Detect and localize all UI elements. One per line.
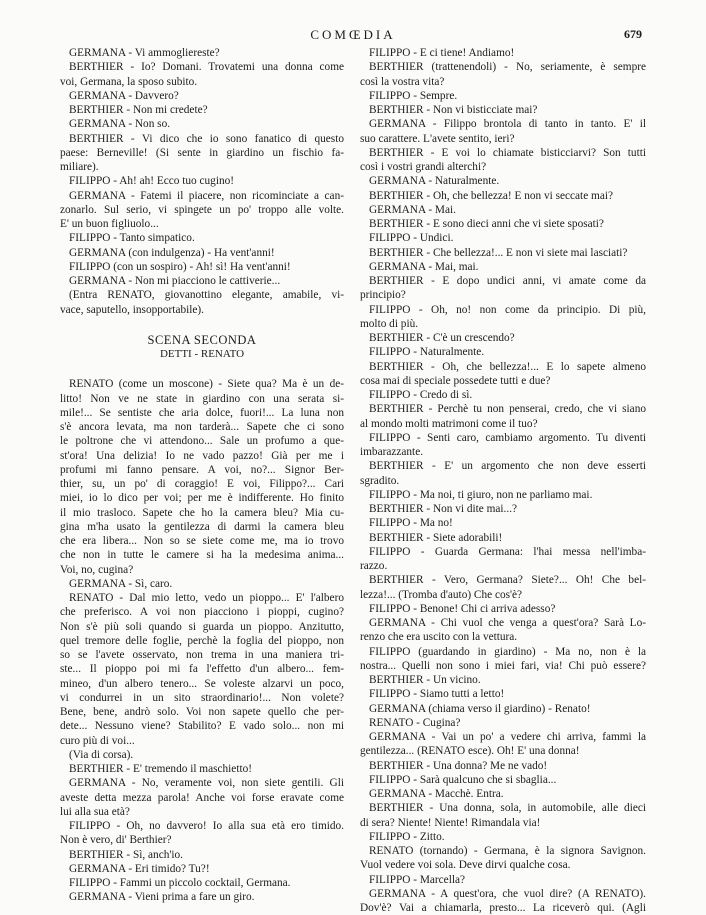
left-text-column	[60, 46, 344, 905]
text-line: RENATO (tornando) - Germana, è la signora Savignon.	[369, 845, 646, 857]
text-line: RENATO - Cugina?	[369, 716, 461, 729]
scene-heading: SCENA SECONDA	[147, 332, 257, 347]
text-line: zonarlo. Sul serio, vi spingete un po' troppo alle volte.	[60, 203, 344, 216]
text-line: paese: Berneville! (Si sente in giardino un fischio fa-	[60, 146, 344, 159]
text-line: GERMANA - Macchè. Entra.	[369, 788, 504, 800]
text-line: che preferisco. A voi non piacciono i pioppi, cugino?	[60, 606, 344, 619]
text-line: FILIPPO - Ma no!	[369, 517, 453, 530]
text-line: GERMANA - A quest'ora, che vuol dire? (A RENATO).	[369, 887, 646, 900]
text-line: BERTHIER (trattenendoli) - No, seriamente, è sempre	[369, 61, 646, 74]
text-line: BERTHIER - C'è un crescendo?	[369, 332, 515, 344]
text-line: (Entra RENATO, giovanottino elegante, amabile, vi-	[69, 289, 344, 302]
text-line: BERTHIER - Che bellezza!... E non vi siete mai lasciati?	[369, 246, 628, 259]
text-line: Vuol vedere voi sola. Deve dirvi qualche cosa.	[360, 859, 571, 872]
text-line: molto di più.	[360, 317, 419, 330]
text-line: Non s'è più soli quando si guarda un pioppo. Anzitutto,	[60, 620, 344, 633]
text-line: st'ora! Una delizia! Io ne vado pazzo! Già per me i	[60, 449, 344, 462]
text-line: vace, saputello, insopportabile).	[60, 303, 204, 316]
text-line: BERTHIER - Vero, Germana? Siete?... Oh! Che bel-	[369, 574, 646, 587]
text-line: GERMANA - Chi vuol che venga a quest'ora? Sarà Lo-	[369, 617, 646, 629]
text-line: FILIPPO - Oh, no davvero! Io alla sua età ero timido.	[69, 820, 344, 832]
paragraph-spacer	[60, 317, 344, 333]
text-line: BERTHIER - E dopo undici anni, vi amate come da	[369, 275, 646, 287]
text-line: s'è ancora levata, ma non tarderà... Sapete che ci sono	[60, 421, 344, 433]
text-line: GERMANA - Non mi piacciono le cattiverie...	[69, 275, 281, 287]
text-line: BERTHIER - Io? Domani. Trovatemi una donna come	[69, 61, 344, 74]
text-line: FILIPPO - Zitto.	[369, 830, 445, 843]
text-line: FILIPPO - Benone! Chi ci arriva adesso?	[369, 602, 556, 615]
text-line: Voi, no, cugina?	[60, 563, 134, 576]
text-line: voi, Germana, la sposo subito.	[60, 75, 198, 88]
text-line: Bene, bene, andrò solo. Voi non sapete quello che per-	[60, 706, 344, 718]
text-line: nostra... Quelli non sono i miei fari, via! Chi può essere?	[360, 659, 646, 672]
text-line: FILIPPO (con un sospiro) - Ah! sì! Ha vent'anni!	[69, 260, 291, 273]
text-line: GERMANA - Mai, mai.	[369, 260, 479, 273]
text-line: FILIPPO - Naturalmente.	[369, 346, 485, 359]
text-line: mineo, d'un albero tenero... Se voleste alzarvi un poco,	[60, 677, 344, 690]
text-line: FILIPPO - Credo di sì.	[369, 389, 473, 401]
text-line: GERMANA - No, veramente voi, non siete gentili. Gli	[69, 777, 344, 790]
text-line: le poltrone che vi attendono... Sale un profumo a que-	[60, 435, 344, 448]
text-line: GERMANA (chiama verso il giardino) - Renato!	[369, 702, 591, 715]
text-line: GERMANA - Vai un po' a vedere chi arriva, fammi la	[369, 731, 646, 743]
text-line: vi condurrei in un sito straordinario!... Non volete?	[60, 691, 344, 704]
text-line: gentilezza... (RENATO esce). Oh! E' una donna!	[360, 745, 580, 758]
text-line: FILIPPO - Ma noi, ti giuro, non ne parliamo mai.	[369, 488, 593, 501]
text-line: FILIPPO - Fammi un piccolo cocktail, Germana.	[69, 877, 291, 889]
text-line: GERMANA (con indulgenza) - Ha vent'anni!	[69, 246, 275, 259]
text-line: BERTHIER - Un vicino.	[369, 674, 481, 686]
text-line: BERTHIER - E sono dieci anni che vi siete sposati?	[369, 218, 604, 230]
text-line: imbarazzante.	[360, 446, 424, 458]
text-line: lezza!... (Tromba d'auto) Che cos'è?	[360, 588, 523, 601]
text-line: GERMANA - Vi ammogliereste?	[69, 47, 220, 59]
text-line: GERMANA - Vieni prima a fare un giro.	[69, 891, 255, 904]
text-line: principio?	[360, 289, 406, 302]
text-line: FILIPPO - Siamo tutti a letto!	[369, 688, 505, 701]
text-line: gina m'ha usato la gentilezza di darmi la camera bleu	[60, 520, 344, 533]
text-line: BERTHIER - Non mi credete?	[69, 104, 208, 116]
text-line: GERMANA - Davvero?	[69, 89, 179, 102]
right-text-column	[360, 46, 646, 915]
text-line: FILIPPO - Ah! ah! Ecco tuo cugino!	[69, 175, 235, 188]
text-line: BERTHIER - Vi dico che io sono fanatico di questo	[69, 132, 344, 145]
text-line: BERTHIER - E' un argomento che non deve esserti	[369, 460, 646, 473]
text-line: BERTHIER - Perchè tu non penserai, credo, che vi siano	[369, 403, 646, 416]
text-line: FILIPPO - Senti caro, cambiamo argomento. Tu diventi	[369, 431, 646, 444]
text-line: GERMANA - Eri timido? Tu?!	[69, 862, 210, 875]
text-line: mile!... Se sentiste che aria dolce, fuori!... La luna non	[60, 406, 344, 419]
text-line: GERMANA - Filippo brontola di tanto in tanto. E' il	[369, 118, 646, 131]
text-line: che non in tutte le camere si ha la medesima anima...	[60, 549, 344, 562]
page-number: 679	[624, 27, 642, 41]
text-line: BERTHIER - Non vi dite mai...?	[369, 503, 518, 515]
text-line: lui alla sua età?	[60, 805, 130, 818]
text-line: BERTHIER - Non vi bisticciate mai?	[369, 104, 538, 116]
text-line: BERTHIER - Oh, che bellezza!... E lo sapete almeno	[369, 360, 646, 373]
text-line: così la vostra vita?	[360, 75, 445, 88]
text-line: FILIPPO - Guarda Germana: l'hai messa nell'imba-	[369, 545, 646, 558]
text-line: BERTHIER - Oh, che bellezza! E non vi seccate mai?	[369, 189, 613, 202]
text-line: che era libera... Non so se siete come me, ma io trovo	[60, 535, 344, 547]
text-line: di sera? Niente! Niente! Rimandala via!	[360, 816, 541, 829]
text-line: al mondo molti matrimoni come il tuo?	[360, 417, 538, 430]
text-line: BERTHIER - Sì, anch'io.	[69, 848, 184, 861]
text-line: il mio trasloco. Sapete che ho la camera bleu? Mia cu-	[60, 506, 344, 519]
text-line: FILIPPO - Undici.	[369, 232, 454, 245]
text-line: renzo che era uscito con la vettura.	[360, 631, 518, 644]
text-line: FILIPPO - Tanto simpatico.	[69, 232, 195, 245]
text-line: BERTHIER - E voi lo chiamate bisticciarvi? Son tutti	[369, 146, 646, 159]
text-line: quel tremore delle foglie, perchè la foglia del pioppo, non	[60, 634, 344, 647]
text-line: suo carattere. L'avete sentito, ieri?	[360, 132, 515, 145]
text-line: profumi mi fanno pensare. A voi, no?... Signor Ber-	[60, 463, 344, 476]
text-line: sgradito.	[360, 474, 400, 487]
text-line: GERMANA - Sì, caro.	[69, 577, 173, 590]
paragraph-spacer	[60, 361, 344, 377]
text-line: FILIPPO - E ci tiene! Andiamo!	[369, 47, 515, 59]
text-line: BERTHIER - Una donna? Me ne vado!	[369, 759, 548, 772]
text-line: miei, io lo dico per voi; per me è indifferente. Ho finito	[60, 492, 344, 505]
text-line: miliare).	[60, 161, 99, 173]
text-line: (Via di corsa).	[69, 748, 134, 761]
text-line: RENATO (come un moscone) - Siete qua? Ma è un de-	[69, 378, 344, 391]
text-line: GERMANA - Non so.	[69, 118, 171, 131]
text-line: così i vostri grandi alterchi?	[360, 161, 487, 173]
text-line: Non è vero, di' Berthier?	[60, 834, 172, 847]
text-line: dete... Nessuno viene? Stabilito? E vado solo... non mi	[60, 720, 344, 733]
scene-heading: DETTI - RENATO	[159, 348, 245, 360]
text-line: litto! Non ve ne state in giardino con una serata si-	[60, 392, 344, 405]
text-line: E' un buon figliuolo...	[60, 218, 159, 230]
text-line: GERMANA - Mai.	[369, 203, 456, 216]
text-line: ste... Il pioppo poi mi fa l'effetto d'un albero... fem-	[60, 663, 344, 676]
text-line: RENATO - Dal mio letto, vedo un pioppo... E' l'albero	[69, 592, 344, 604]
text-line: curo più di voi...	[60, 734, 135, 747]
text-line: BERTHIER - Siete adorabili!	[369, 531, 503, 544]
text-line: Dov'è? Vai a chiamarla, presto... La riceverò qui. (Agli	[360, 902, 646, 914]
page-header-title: COMŒDIA	[310, 27, 396, 42]
text-line: FILIPPO - Marcella?	[369, 873, 465, 886]
text-line: FILIPPO (guardando in giardino) - Ma no, non è la	[369, 645, 646, 658]
text-line: FILIPPO - Oh, no! non come da principio. Di più,	[369, 303, 646, 316]
text-line: BERTHIER - E' tremendo il maschietto!	[69, 763, 253, 775]
text-line: GERMANA - Naturalmente.	[369, 175, 500, 188]
text-line: GERMANA - Fatemi il piacere, non ricominciate a can-	[69, 189, 344, 202]
text-line: FILIPPO - Sarà qualcuno che si sbaglia...	[369, 773, 557, 786]
text-line: razzo.	[360, 560, 388, 572]
text-line: thier, su, un po' di coraggio! E voi, Filippo?... Cari	[60, 478, 344, 490]
text-line: FILIPPO - Sempre.	[369, 89, 458, 102]
text-line: aveste detta mezza parola! Anche voi forse eravate come	[60, 791, 344, 804]
text-line: so se l'avete osservato, non trema in una maniera tri-	[60, 649, 344, 661]
text-line: BERTHIER - Una donna, sola, in automobile, alle dieci	[369, 802, 646, 815]
text-line: cosa mai di speciale possedete tutti e due?	[360, 374, 551, 387]
